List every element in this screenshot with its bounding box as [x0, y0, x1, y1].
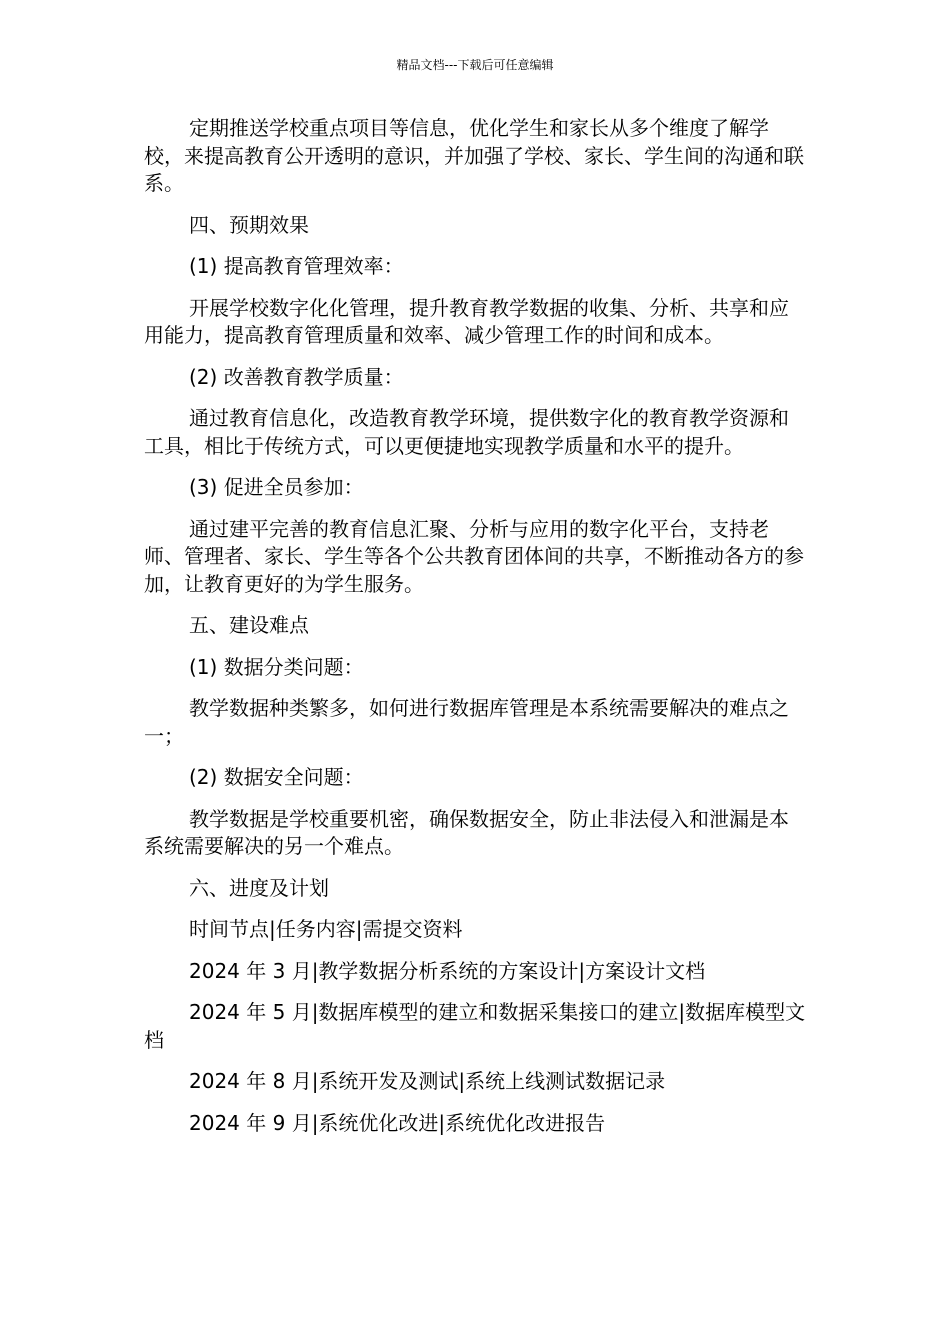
schedule-row: 2024 年 3 月|教学数据分析系统的方案设计|方案设计文档: [189, 958, 706, 983]
subheading-data-security: (2) 数据安全问题：: [189, 765, 364, 789]
subheading-data-classification: (1) 数据分类问题：: [189, 654, 364, 679]
paragraph-intro: 定期推送学校重点项目等信息，优化学生和家长从多个维度了解学校，来提高教育公开透明的意识，并加强了学校、家长、学生间的沟通和联系。: [144, 116, 804, 195]
subheading-participation: (3) 促进全员参加：: [189, 475, 364, 499]
heading-schedule: 六、进度及计划: [189, 875, 329, 900]
page-header: 精品文档---下载后可任意编辑: [396, 58, 554, 72]
schedule-header-row: 时间节点|任务内容|需提交资料: [189, 917, 463, 941]
heading-expected-effects: 四、预期效果: [189, 212, 309, 237]
subheading-teaching-quality: (2) 改善教育教学质量：: [189, 364, 404, 389]
schedule-row: 2024 年 8 月|系统开发及测试|系统上线测试数据记录: [189, 1069, 666, 1093]
subheading-management-efficiency: (1) 提高教育管理效率：: [189, 254, 404, 278]
schedule-row: 2024 年 9 月|系统优化改进|系统优化改进报告: [189, 1110, 606, 1135]
paragraph-participation: 通过建平完善的教育信息汇聚、分析与应用的数字化平台，支持老师、管理者、家长、学生等各个公共教育团体间的共享，不断推动各方的参加，让教育更好的为学生服务。: [144, 516, 804, 596]
schedule-row: 2024 年 5 月|数据库模型的建立和数据采集接口的建立|数据库模型文档: [144, 1000, 806, 1052]
document-body: [144, 115, 806, 1151]
paragraph-data-classification: 教学数据种类繁多，如何进行数据库管理是本系统需要解决的难点之一；: [144, 696, 789, 748]
paragraph-data-security: 教学数据是学校重要机密，确保数据安全，防止非法侵入和泄漏是本系统需要解决的另一个难点。: [144, 806, 789, 858]
paragraph-management-efficiency: 开展学校数字化化管理，提升教育教学数据的收集、分析、共享和应用能力，提高教育管理质量和效率、减少管理工作的时间和成本。: [144, 295, 789, 347]
heading-difficulties: 五、建设难点: [189, 613, 309, 637]
paragraph-teaching-quality: 通过教育信息化，改造教育教学环境，提供数字化的教育教学资源和工具，相比于传统方式，可以更便捷地实现教学质量和水平的提升。: [144, 406, 789, 458]
